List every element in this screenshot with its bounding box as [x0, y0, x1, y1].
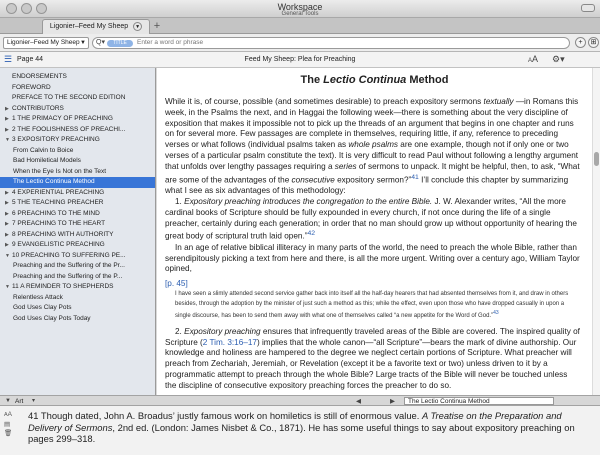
page-reference: [p. 45]	[165, 279, 188, 289]
paragraph: While it is, of course, possible (and sometimes desirable) to preach expository sermons textually —in Romans this week, in the Psalms the next, and in Haggai the following week—there is something about the very discipline of exposition that makes it impossible not to pick up the threads of an argument that begins in one chapter and runs on for several more. Few passages are complete in themselves, requiring little, if any, reference to preceding verses or what follows (individual psalms taken as whole psalms are one example, though not if only one or two verses of a particular psalm constitute the text). It is very difficult to read Paul without following a lengthy argument that unfolds over lengthy passages requiring a series of sermons to unpack. It might be helpful, then, to ask, “What are some of the advantages of the consecutive expository sermon?”$^{41}$ I’ll conclude this chapter by summarizing what I see as six advantages of this methodology:	[165, 97, 580, 196]
toc-item-label: 10 PREACHING TO SUFFERING PE...	[12, 251, 126, 259]
art-menu[interactable]: Art	[15, 398, 24, 405]
page-number: Page 44	[17, 56, 44, 63]
scope-button[interactable]: ⊞	[588, 37, 599, 48]
collapse-triangle-icon[interactable]: ▼	[5, 398, 11, 404]
new-tab-button[interactable]: +	[153, 20, 161, 32]
toc-item[interactable]	[0, 167, 155, 178]
table-of-contents-icon[interactable]: ☰	[4, 54, 13, 64]
toc-item[interactable]	[0, 230, 155, 241]
forward-arrow-icon[interactable]: ▶	[390, 398, 395, 405]
table-of-contents-sidebar	[0, 68, 156, 395]
font-size-icon[interactable]: AA	[4, 411, 12, 418]
gear-icon[interactable]: ⚙▾	[552, 54, 565, 64]
toc-item[interactable]	[0, 125, 155, 136]
bottom-bar	[0, 395, 600, 406]
search-input[interactable]	[137, 38, 557, 48]
toc-item[interactable]	[0, 135, 155, 146]
add-button[interactable]: +	[575, 37, 586, 48]
location-field[interactable]: The Lectio Continua Method	[404, 397, 554, 405]
disclosure-closed-icon[interactable]: ▶	[5, 189, 9, 196]
disclosure-closed-icon[interactable]: ▶	[5, 105, 9, 112]
window-titlebar	[0, 0, 600, 18]
footnote-pane	[0, 406, 600, 455]
toc-item[interactable]	[0, 314, 155, 325]
back-arrow-icon[interactable]: ◀	[356, 398, 361, 405]
paragraph: 2. Expository preaching ensures that infrequently traveled areas of the Bible are covered. The inspired quality of Scripture (2 Tim. 3:16–17) implies that the whole canon—“all Scripture”—bears the mark of divine authorship. Our knowledge and holiness are hampered to the degree we neglect certain portions of Scripture. What preacher will preach from Zechariah, Jeremiah, or Revelation (except it be a favorite text or two) unless driven to it by a programmatic attempt to preach through the whole Bible? Large tracts of the Bible will never be touched unless the discipline of consecutive expository preaching forces the preacher to do so.	[165, 326, 580, 390]
toc-item[interactable]	[0, 251, 155, 262]
trash-icon[interactable]: 🗑	[4, 430, 13, 437]
disclosure-closed-icon[interactable]: ▶	[5, 221, 9, 227]
toc-item[interactable]	[0, 114, 155, 125]
block-quote: I have seen a slimly attended second service gather back into itself all the half-day hearers that had absented themselves from it, and draw in others besides, through the adoption by the minister of just such a method as this; while the effect, even upon those who have dropped casually in upon a single discourse, has been to send them away with what one of themselves called “a new appetite for the Word of God.”$^{43}$	[175, 291, 569, 320]
chapter-body	[157, 97, 592, 290]
window-title: Workspace	[277, 2, 323, 12]
font-size-button[interactable]: AA	[528, 54, 539, 64]
toc-item[interactable]	[0, 72, 155, 83]
chevron-down-icon[interactable]: ▼	[133, 22, 142, 31]
vertical-scrollbar[interactable]	[592, 68, 600, 395]
toc-item[interactable]	[0, 282, 155, 293]
scroll-thumb[interactable]	[594, 152, 599, 166]
chapter-body-continued	[157, 327, 592, 392]
footnote-number: 41	[28, 410, 39, 421]
toc-item-label: 7 PREACHING TO THE HEART	[12, 220, 106, 227]
toc-item-label: 8 PREACHING WITH AUTHORITY	[12, 230, 114, 238]
disclosure-open-icon[interactable]: ▼	[5, 252, 10, 259]
disclosure-closed-icon[interactable]: ▶	[5, 231, 9, 238]
tab-label: Ligonier–Feed My Sheep	[49, 23, 129, 30]
toc-item[interactable]	[0, 261, 155, 272]
resource-select[interactable]	[3, 37, 89, 49]
disclosure-closed-icon[interactable]: ▶	[5, 242, 9, 248]
document-title: Feed My Sheep: Plea for Preaching	[244, 56, 356, 63]
toc-item-label: 11 A REMINDER TO SHEPHERDS	[12, 283, 114, 290]
tab-bar	[0, 18, 600, 34]
toc-item[interactable]	[0, 146, 155, 157]
footnote-link-41[interactable]: 41	[411, 173, 419, 181]
toc-item-label: When the Eye Is Not on the Text	[13, 167, 107, 175]
toc-item-label: Bad Homiletical Models	[13, 157, 81, 164]
document-header-bar	[0, 52, 600, 68]
toc-item[interactable]	[0, 198, 155, 209]
resource-select-label: Ligonier–Feed My Sheep	[7, 39, 80, 46]
footnote-tools	[4, 410, 16, 438]
toc-item-label: 6 PREACHING TO THE MIND	[12, 209, 100, 217]
toolbar	[0, 34, 600, 52]
toc-item[interactable]	[0, 156, 155, 167]
toc-item-label: CONTRIBUTORS	[12, 104, 64, 112]
toc-item[interactable]	[0, 293, 155, 304]
window-subtitle: General Tools	[281, 11, 319, 17]
toolbar-toggle-button[interactable]	[581, 4, 595, 12]
toc-item[interactable]	[0, 188, 155, 199]
toc-item[interactable]	[0, 83, 155, 94]
footnote-link-42[interactable]: 42	[307, 230, 316, 238]
toc-item[interactable]	[0, 272, 155, 283]
chevron-down-icon: ▼	[80, 40, 86, 46]
disclosure-closed-icon[interactable]: ▶	[5, 126, 9, 133]
toc-item[interactable]	[0, 104, 155, 115]
toc-item[interactable]	[0, 240, 155, 251]
toc-item-label: The Lectio Continua Method	[13, 178, 95, 185]
toc-item-label: God Uses Clay Pots	[13, 304, 72, 311]
toc-item[interactable]	[0, 177, 155, 188]
toc-item-label: ENDORSEMENTS	[12, 73, 67, 80]
toc-item-label: 4 EXPERIENTIAL PREACHING	[12, 188, 105, 196]
toc-item-label: 3 EXPOSITORY PREACHING	[12, 136, 100, 143]
disclosure-closed-icon[interactable]: ▶	[5, 116, 9, 122]
toc-item-label: 1 THE PRIMACY OF PREACHING	[12, 115, 113, 122]
footnote-link-43[interactable]: 43	[493, 310, 499, 317]
search-box[interactable]	[92, 37, 570, 49]
toc-item-label: From Calvin to Boice	[13, 146, 74, 154]
copy-icon[interactable]: ▤	[4, 421, 11, 428]
footnote-text: 41 Though dated, John A. Broadus’ justly famous work on homiletics is still of enormous value. A Treatise on the Preparation and Delivery of Sermons, 2nd ed. (London: James Nisbet & Co., 1871). He has some useful things to say about expository preaching on pages 299–318.	[28, 410, 575, 444]
disclosure-closed-icon[interactable]: ▶	[5, 200, 9, 206]
chapter-title: The Lectio Continua Method	[300, 74, 449, 86]
paragraph: In an age of relative biblical illiteracy in many parts of the world, the need to preach the whole Bible, rather than serendipitously picking a text from here and there, is all the more urgent. Writing over a century ago, William Taylor opined,	[165, 242, 580, 274]
toc-item-label: Preaching and the Suffering of the Pr...	[13, 262, 125, 269]
toc-item[interactable]	[0, 303, 155, 314]
tab-ligonier-feed-my-sheep[interactable]	[42, 19, 150, 34]
toc-item-label: Preaching and the Suffering of the P...	[13, 272, 123, 280]
disclosure-open-icon[interactable]: ▼	[5, 137, 10, 143]
toc-item-label: 9 EVANGELISTIC PREACHING	[12, 241, 105, 248]
toc-item-label: PREFACE TO THE SECOND EDITION	[12, 94, 126, 101]
toc-item[interactable]	[0, 93, 155, 104]
search-mode-pill[interactable]: TITLE	[107, 40, 133, 47]
search-icon: Q▾	[96, 39, 105, 46]
paragraph: 1. Expository preaching introduces the congregation to the entire Bible. J. W. Alexander writes, “All the more cardinal books of Scripture should be fully expounded in every church, if not once during the life of a single preacher, certainly during each generation; in order that no man should grow up without opportunity of hearing the great body of scriptural truth laid open.”$^{42}$	[165, 196, 577, 242]
disclosure-open-icon[interactable]: ▼	[5, 284, 10, 290]
toc-item[interactable]	[0, 219, 155, 230]
toc-item-label: God Uses Clay Pots Today	[13, 314, 91, 322]
scripture-link[interactable]: 2 Tim. 3:16–17	[202, 337, 257, 347]
reading-pane	[157, 68, 592, 395]
toc-item-label: 5 THE TEACHING PREACHER	[12, 199, 104, 206]
toc-item[interactable]	[0, 209, 155, 220]
disclosure-closed-icon[interactable]: ▶	[5, 210, 9, 217]
toc-item-label: 2 THE FOOLISHNESS OF PREACHI...	[12, 125, 126, 133]
toc-item-label: FOREWORD	[12, 83, 51, 91]
chevron-down-icon[interactable]: ▾	[32, 398, 36, 404]
toc-item-label: Relentless Attack	[13, 293, 63, 301]
